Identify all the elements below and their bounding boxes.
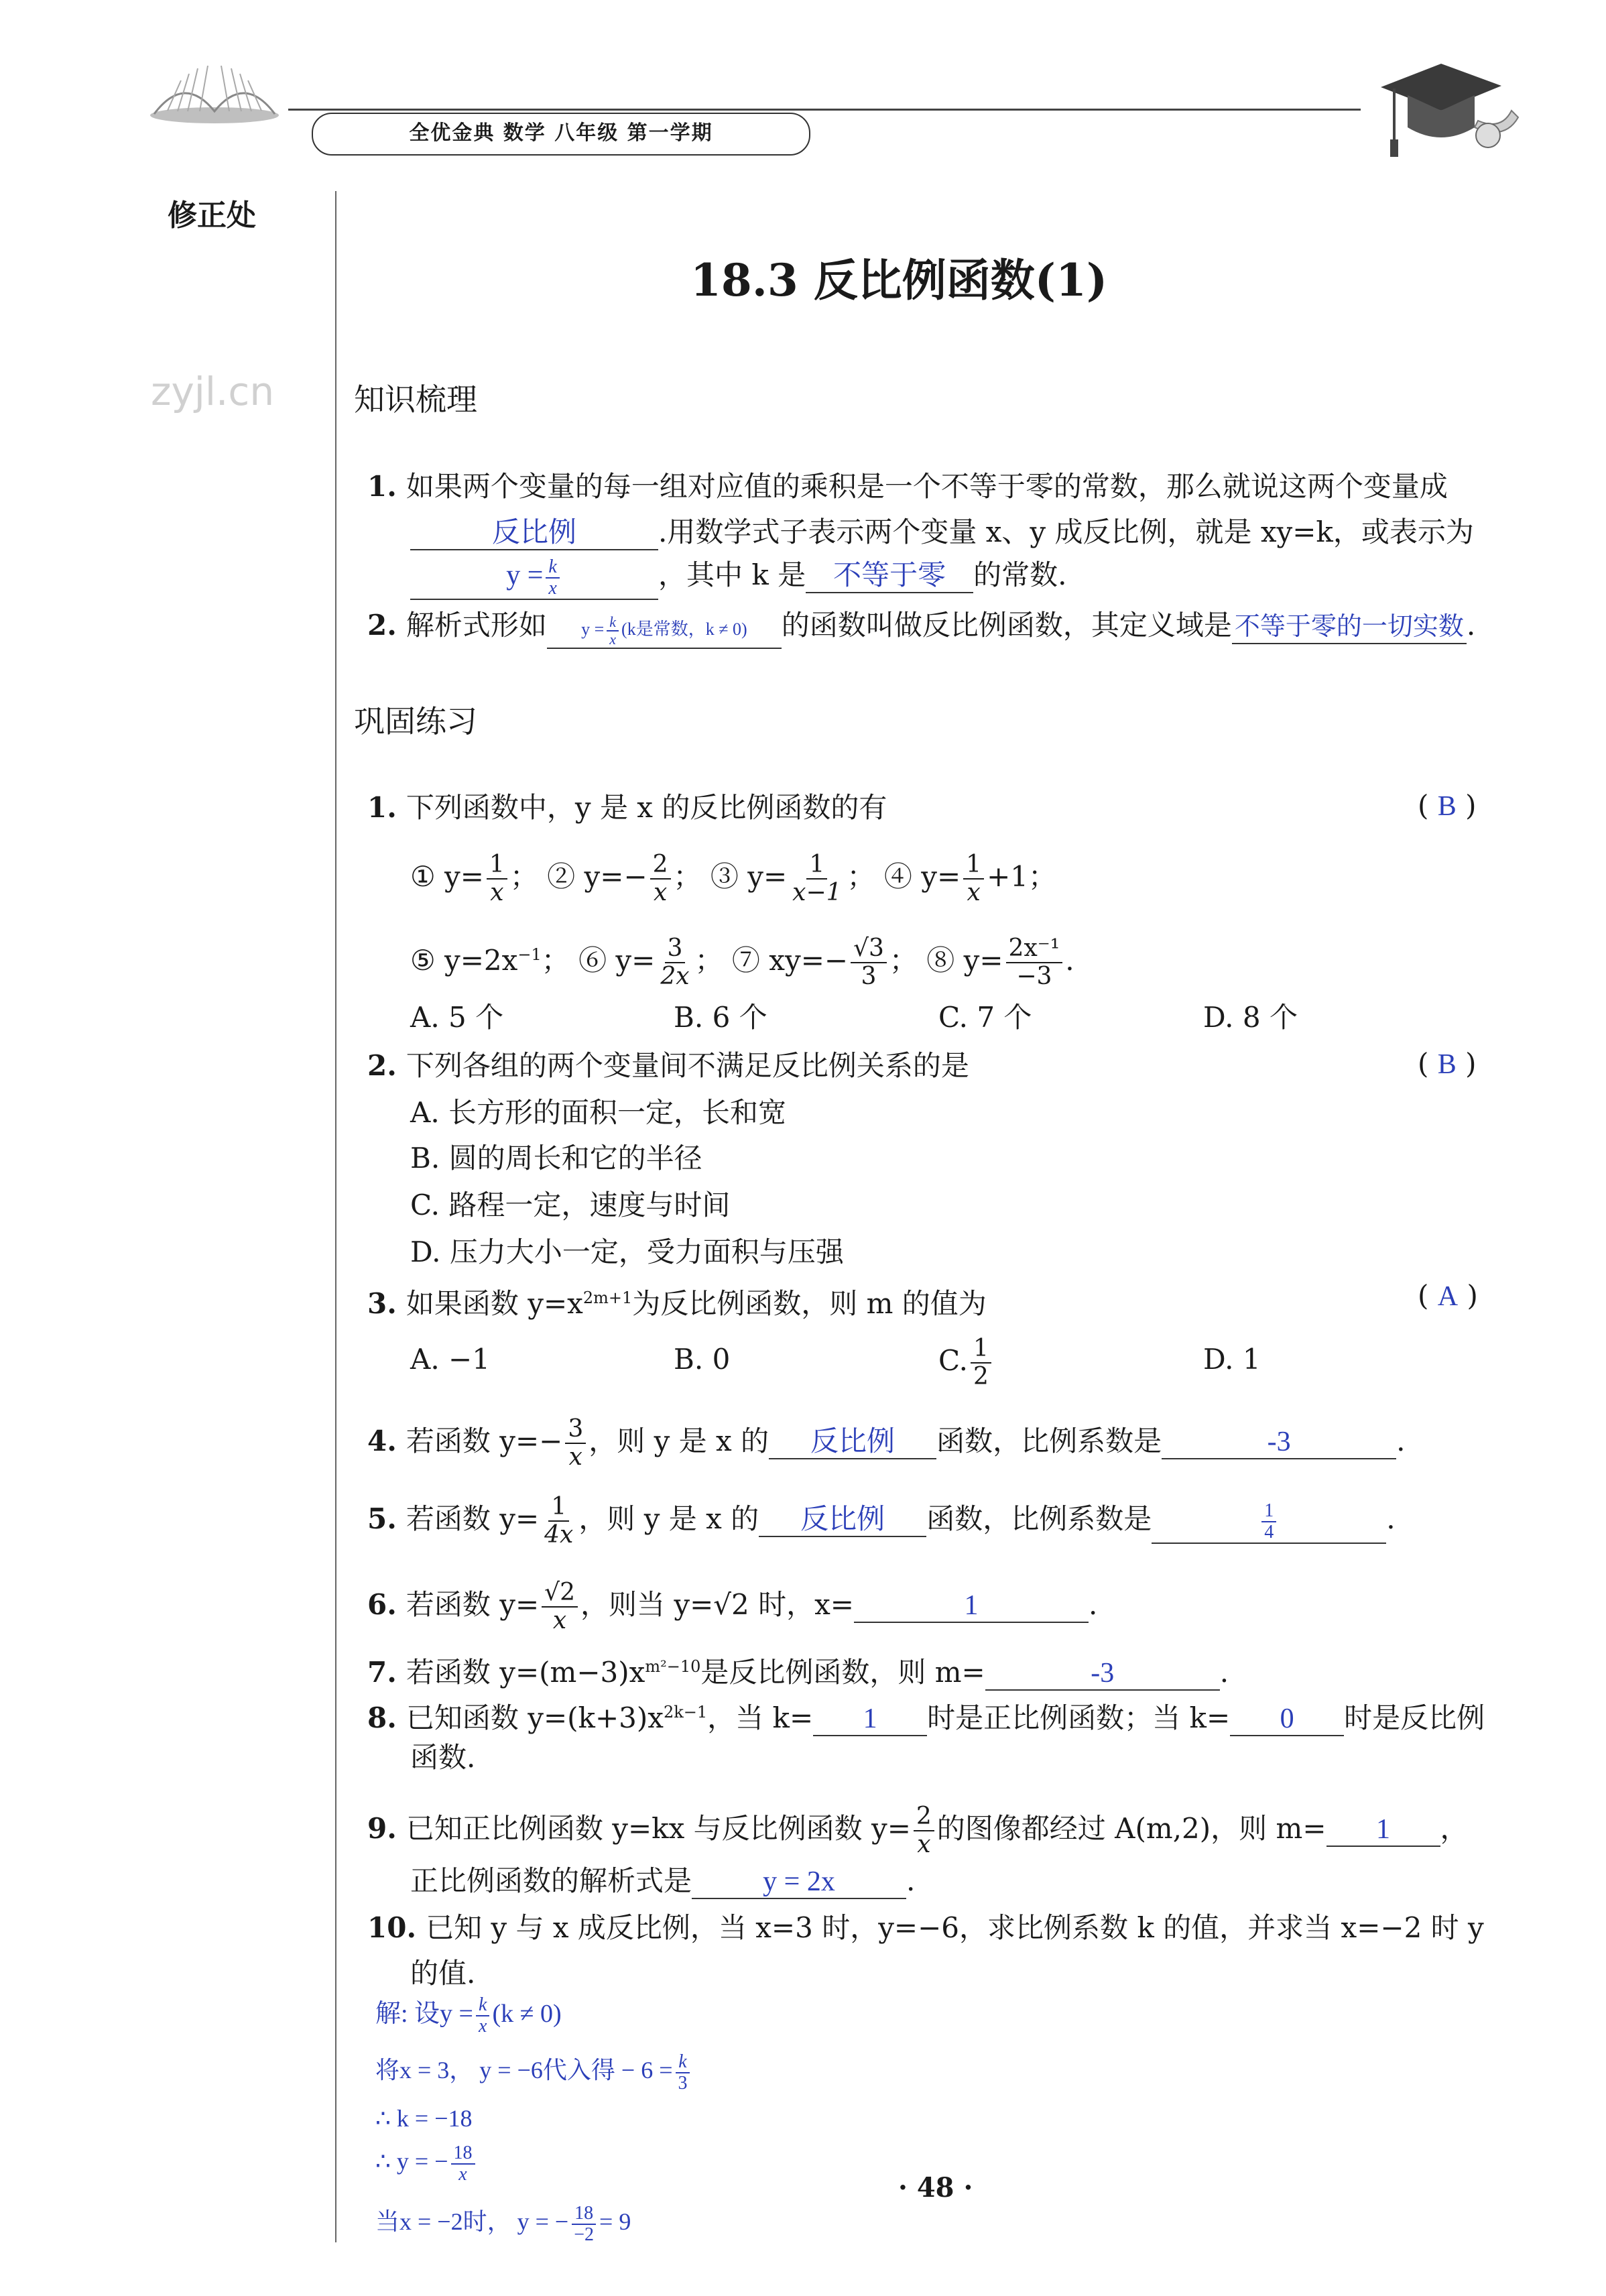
practice-q1-options-row1: ① y= $\frac{1}{x}$ ； ② y=− $\frac{2}{x}$ ； ③ y= $\frac{1}{x-1}$ ； ④ y= $\frac{1}{x}$ +1； xyxy=(410,851,1056,906)
practice-q1-options-row2: ⑤ $y=2x^{-1}$； ⑥ y= $\frac{3}{2x}$ ； ⑦ xy=− $\frac{√3}{3}$ ； ⑧ y= $\frac{\text{2x⁻¹}}{-3}$ . xyxy=(410,934,1074,990)
answer-blank: 反比例 xyxy=(410,517,658,550)
answer-blank: y = 2x xyxy=(692,1866,906,1899)
correction-label: 修正处 xyxy=(168,198,256,233)
answer-blank: 反比例 xyxy=(769,1426,936,1459)
practice-q3-choice-b: B. 0 xyxy=(674,1343,731,1376)
practice-q1-choice-c: C. 7 个 xyxy=(938,1001,1032,1034)
practice-q7: 7. 若函数 $y=(m-3)x^{m^2-10}$是反比例函数，则 m= -3 . xyxy=(367,1648,1229,1691)
book-title: 全优金典 数学 八年级 第一学期 xyxy=(409,121,713,145)
practice-q2-choice-b: B. 圆的周长和它的半径 xyxy=(410,1142,702,1174)
margin-rule xyxy=(335,191,336,2242)
practice-q2-stem: 2. 下列各组的两个变量间不满足反比例关系的是 xyxy=(367,1049,969,1082)
answer-blank: 1 xyxy=(813,1703,927,1736)
practice-q4: 4. 若函数 y=− $\frac{3}{x}$ ，则 y 是 x 的 反比例 函数，比例系数是 -3 . xyxy=(367,1415,1406,1471)
page-number: · 48 · xyxy=(898,2172,973,2203)
answer-blank: 反比例 xyxy=(759,1504,926,1537)
practice-q2-choice-d: D. 压力大小一定，受力面积与压强 xyxy=(410,1235,844,1268)
practice-q2-choice-c: C. 路程一定，速度与时间 xyxy=(410,1189,731,1221)
solution-step-2: 将x = 3， y = −6代入得 − 6 = $\frac{k}{3}$ xyxy=(375,2051,693,2094)
solution-step-4: ∴ y = − $\frac{18}{x}$ xyxy=(375,2142,478,2185)
practice-q1-choice-d: D. 8 个 xyxy=(1203,1001,1298,1034)
practice-q9-line2: 正比例函数的解析式是 y = 2x . xyxy=(410,1862,915,1900)
header-rule xyxy=(288,109,1361,111)
answer-blank: 1 xyxy=(1326,1813,1440,1847)
knowledge-q1-line1: 1. 如果两个变量的每一组对应值的乘积是一个不等于零的常数，那么就说这两个变量成 xyxy=(367,470,1448,503)
practice-q3-choice-d: D. 1 xyxy=(1203,1343,1261,1376)
page-title: 18.3 反比例函数(1) xyxy=(690,254,1108,306)
practice-q5: 5. 若函数 y= $\frac{1}{4x}$ ，则 y 是 x 的 反比例 函数，比例系数是 $\frac{1}{4}$ . xyxy=(367,1493,1396,1549)
graduation-cap-icon xyxy=(1367,54,1528,168)
answer-paren: ( A ) xyxy=(1418,1279,1478,1312)
practice-q2-choice-a: A. 长方形的面积一定，长和宽 xyxy=(410,1096,787,1129)
practice-q3-stem: 3. 如果函数 $y=x^{2m+1}$为反比例函数，则 m 的值为 xyxy=(367,1287,987,1320)
knowledge-q1-line3: y = $\frac{k}{x}$ ，其中 k 是 不等于零 的常数. xyxy=(410,556,1067,600)
practice-q9-line1: 9. 已知正比例函数 y=kx 与反比例函数 y= $\frac{2}{x}$ 的图像都经过 A(m,2)，则 m= 1 ， xyxy=(367,1803,1469,1858)
answer-paren: ( B ) xyxy=(1418,789,1477,822)
answer-blank: 0 xyxy=(1230,1703,1344,1736)
answer-blank: 不等于零的一切实数 xyxy=(1232,611,1467,644)
answer-paren: ( B ) xyxy=(1418,1047,1477,1080)
watermark: zyjl.cn xyxy=(151,369,275,414)
practice-q1-choice-a: A. 5 个 xyxy=(410,1001,504,1034)
practice-q3-choice-a: A. −1 xyxy=(410,1343,490,1376)
answer-blank: y = $\frac{k}{x}$ (k是常数，k ≠ 0) xyxy=(547,613,782,649)
section-knowledge: 知识梳理 xyxy=(354,381,477,418)
solution-step-5: 当x = −2时， y = − $\frac{18}{-2}$ = 9 xyxy=(375,2202,631,2245)
answer-blank: -3 xyxy=(985,1657,1220,1691)
answer-blank: 1 xyxy=(854,1589,1089,1623)
knowledge-q2: 2. 解析式形如 y = $\frac{k}{x}$ (k是常数，k ≠ 0) 的函数叫做反比例函数，其定义域是 不等于零的一切实数. xyxy=(367,609,1476,648)
book-title-badge xyxy=(312,113,810,156)
practice-q8-line1: 8. 已知函数 $y=(k+3)x^{2k-1}$，当 k= 1 时是正比例函数；当 k= 0 时是反比例 xyxy=(367,1693,1485,1737)
knowledge-q1-line2: 反比例 .用数学式子表示两个变量 x、y 成反比例，就是 xy=k，或表示为 xyxy=(410,513,1474,551)
answer-blank: y = $\frac{k}{x}$ xyxy=(410,557,658,600)
section-practice: 巩固练习 xyxy=(354,703,477,739)
practice-q10-line1: 10. 已知 y 与 x 成反比例，当 x=3 时，y=−6，求比例系数 k 的值，并求当 x=−2 时 y xyxy=(367,1911,1484,1944)
practice-q8-line2: 函数. xyxy=(410,1741,476,1774)
answer-blank: -3 xyxy=(1162,1426,1396,1459)
solution-step-3: ∴ k = −18 xyxy=(375,2105,473,2132)
practice-q3-choice-c: C. $\frac{1}{2}$ xyxy=(938,1335,994,1390)
answer-blank: $\frac{1}{4}$ xyxy=(1152,1501,1386,1544)
practice-q6: 6. 若函数 y= $\frac{√2}{x}$ ，则当 y=√2 时，x= 1 . xyxy=(367,1579,1098,1634)
practice-q10-line2: 的值. xyxy=(410,1957,476,1990)
practice-q1-choice-b: B. 6 个 xyxy=(674,1001,767,1034)
answer-blank: 不等于零 xyxy=(806,560,973,593)
solution-step-1: 解: 设y = $\frac{k}{x}$ (k ≠ 0) xyxy=(375,1994,562,2037)
practice-q1-stem: 1. 下列函数中，y 是 x 的反比例函数的有 xyxy=(367,791,887,824)
open-book-icon xyxy=(147,54,282,127)
